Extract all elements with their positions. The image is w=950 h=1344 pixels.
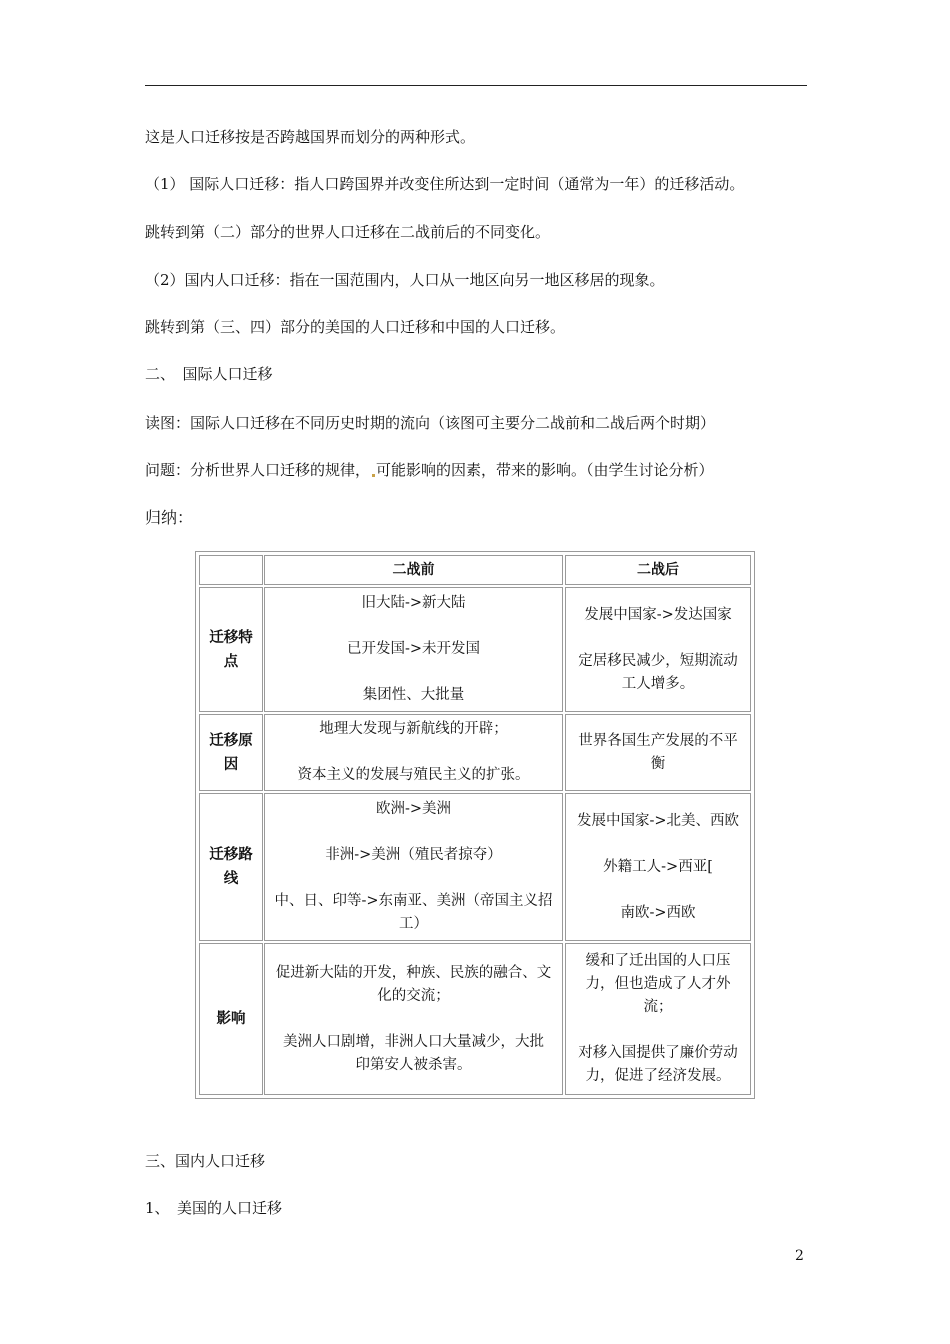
table-header-after: 二战后 — [565, 555, 751, 585]
cell-impact-before: 促进新大陆的开发，种族、民族的融合、文 化的交流； 美洲人口剧增，非洲人口大量减少，大批 印第安人被杀害。 — [264, 943, 563, 1095]
table-corner-cell — [199, 555, 263, 585]
cell-causes-after: 世界各国生产发展的不平 衡 — [565, 714, 751, 791]
cell-routes-before: 欧洲->美洲 非洲->美洲（殖民者掠夺） 中、日、印等->东南亚、美洲（帝国主义招 工） — [264, 793, 563, 941]
migration-comparison-table — [195, 551, 755, 1099]
cell-causes-before: 地理大发现与新航线的开辟； 资本主义的发展与殖民主义的扩张。 — [264, 714, 563, 791]
paragraph-read-map: 读图：国际人口迁移在不同历史时期的流向（该图可主要分二战前和二战后两个时期） — [145, 414, 716, 432]
table-header-before: 二战前 — [264, 555, 563, 585]
paragraph-jump-two: 跳转到第（二）部分的世界人口迁移在二战前后的不同变化。 — [145, 223, 551, 241]
header-rule — [145, 85, 807, 86]
row-label-characteristics: 迁移特 点 — [199, 587, 263, 712]
page-number: 2 — [795, 1248, 804, 1264]
section-heading-domestic: 三、国内人口迁移 — [145, 1152, 266, 1170]
cell-characteristics-after: 发展中国家->发达国家 定居移民减少，短期流动 工人增多。 — [565, 587, 751, 712]
stray-dot-mark — [372, 474, 375, 477]
cell-impact-after: 缓和了迁出国的人口压 力，但也造成了人才外 流； 对移入国提供了廉价劳动 力，促进了经济发展。 — [565, 943, 751, 1095]
row-label-routes: 迁移路 线 — [199, 793, 263, 941]
cell-characteristics-before: 旧大陆->新大陆 已开发国->未开发国 集团性、大批量 — [264, 587, 563, 712]
paragraph-domestic-def: （2）国内人口迁移：指在一国范围内，人口从一地区向另一地区移居的现象。 — [145, 271, 665, 289]
paragraph-jump-three-four: 跳转到第（三、四）部分的美国的人口迁移和中国的人口迁移。 — [145, 318, 566, 336]
cell-routes-after: 发展中国家->北美、西欧 外籍工人->西亚[ 南欧->西欧 — [565, 793, 751, 941]
section-heading-international: 二、 国际人口迁移 — [145, 365, 273, 383]
paragraph-intro: 这是人口迁移按是否跨越国界而划分的两种形式。 — [145, 128, 476, 146]
paragraph-international-def: （1） 国际人口迁移：指人口跨国界并改变住所达到一定时间（通常为一年）的迁移活动。 — [145, 175, 745, 193]
row-label-causes: 迁移原 因 — [199, 714, 263, 791]
row-label-impact: 影响 — [199, 943, 263, 1095]
subsection-heading-usa: 1、 美国的人口迁移 — [145, 1199, 283, 1217]
paragraph-summary-label: 归纳： — [145, 508, 194, 527]
paragraph-question: 问题：分析世界人口迁移的规律， 可能影响的因素，带来的影响。（由学生讨论分析） — [145, 461, 714, 479]
